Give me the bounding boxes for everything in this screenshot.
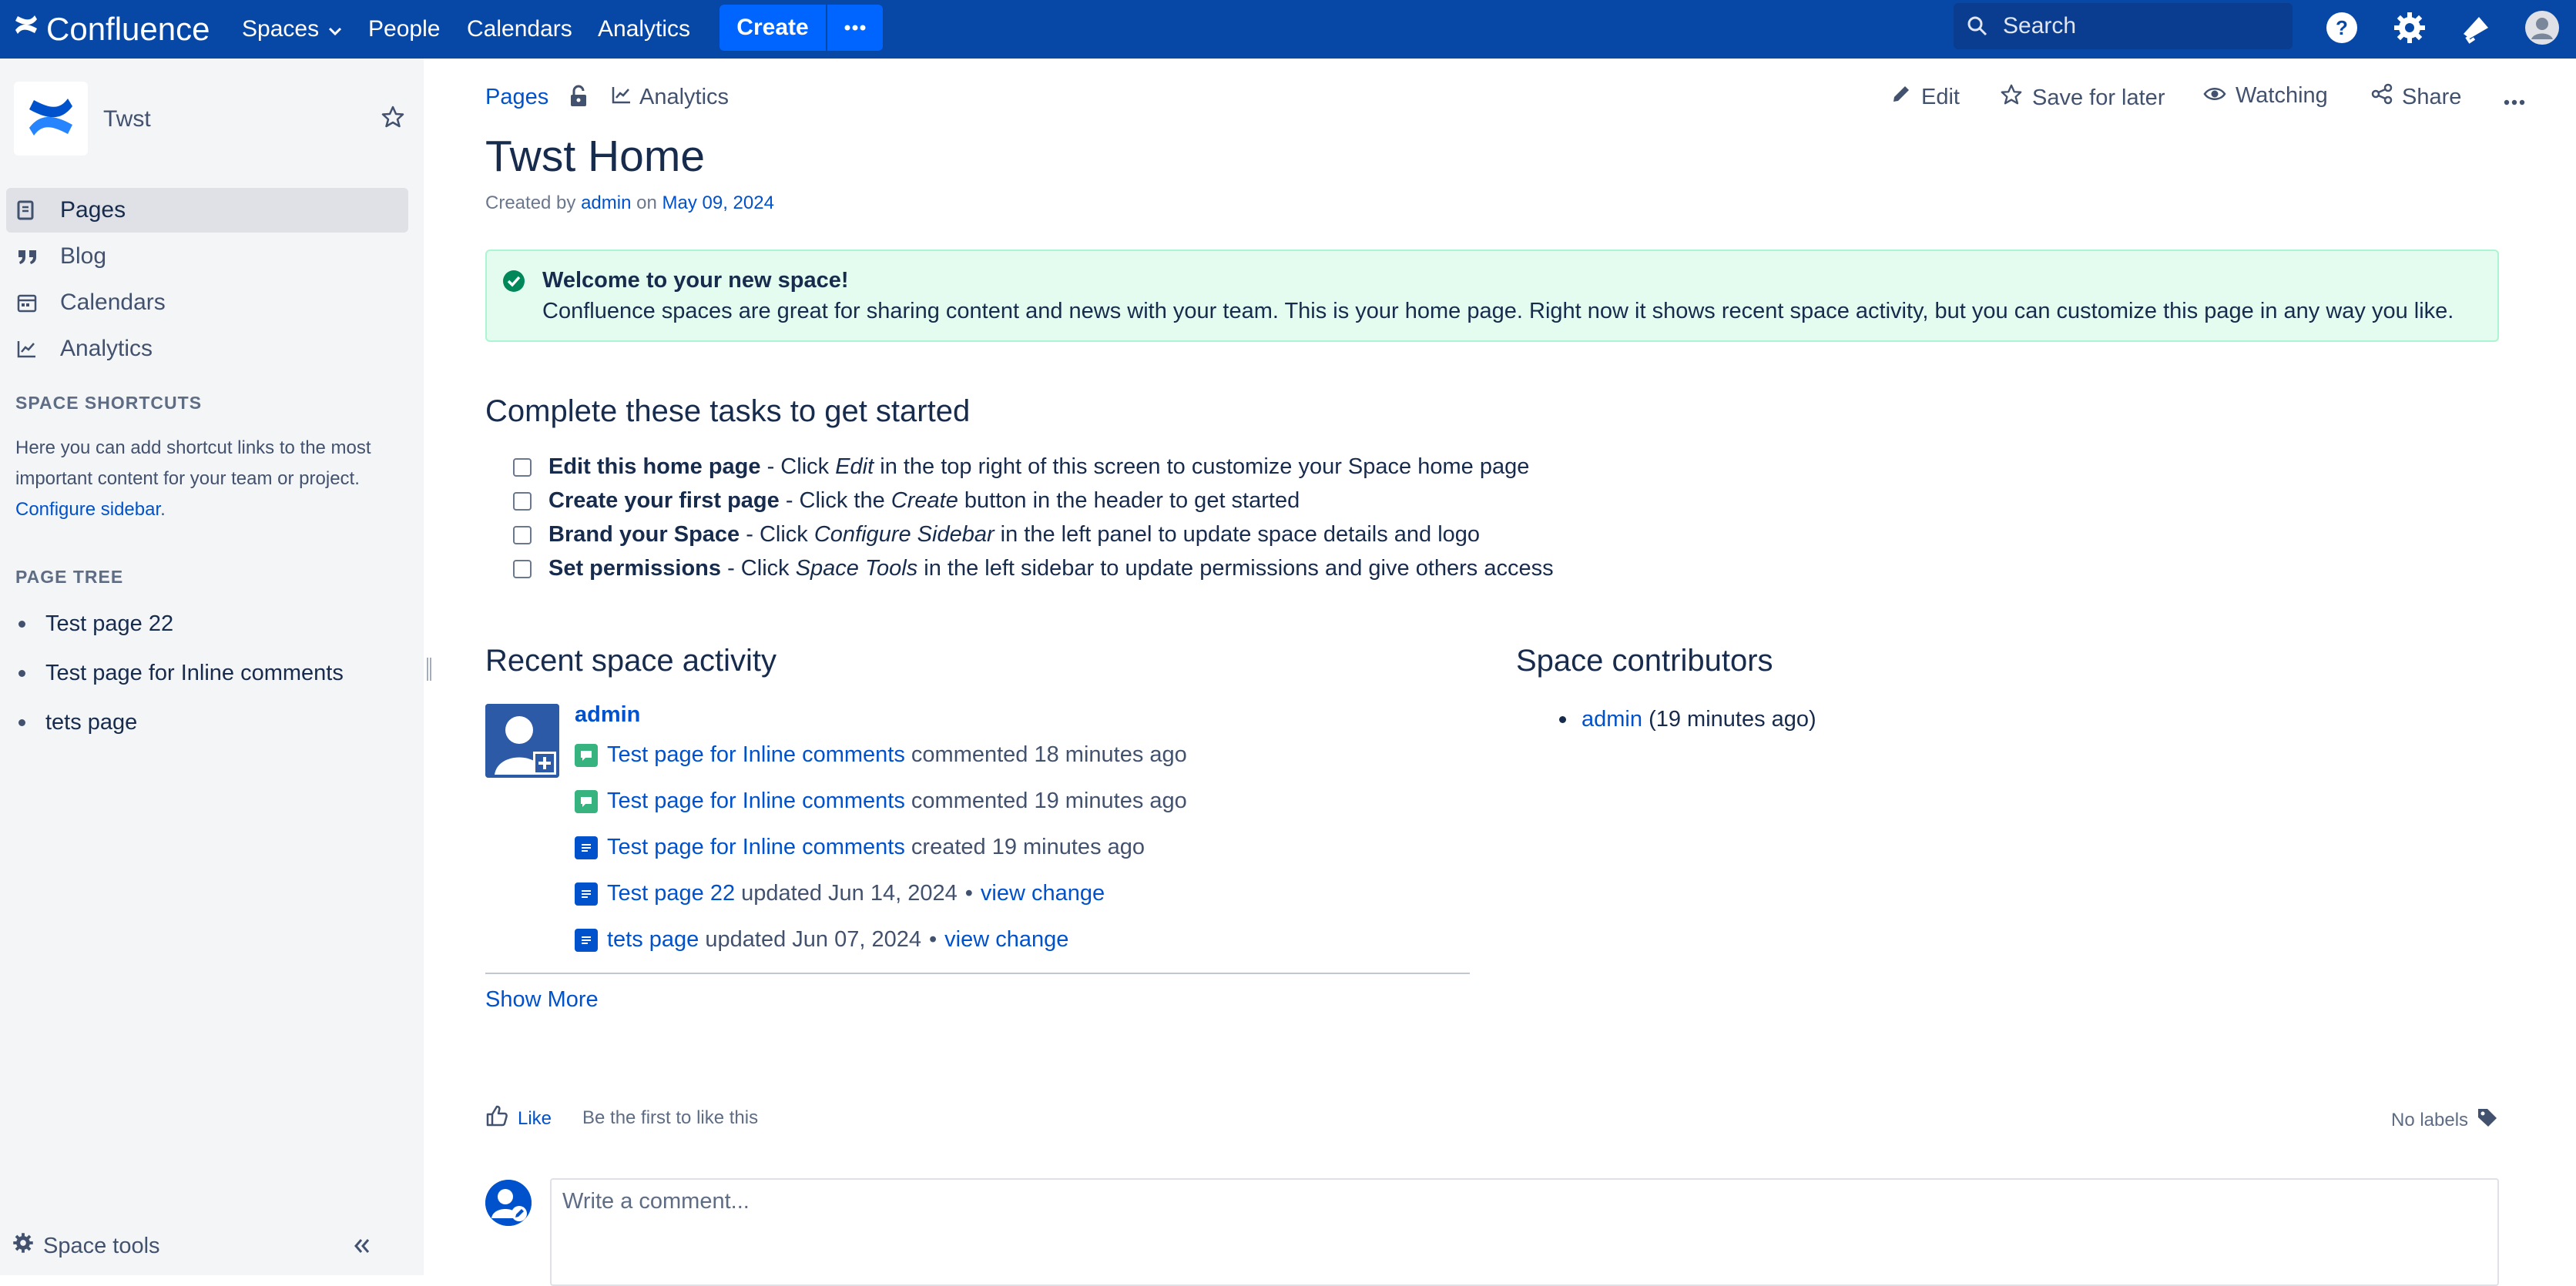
avatar-icon	[2524, 10, 2560, 49]
watching-label: Watching	[2236, 83, 2328, 108]
quote-icon	[17, 247, 46, 266]
task-emphasis: Edit	[835, 454, 874, 479]
gear-icon	[2393, 11, 2427, 49]
task-text: - Click	[721, 556, 796, 581]
task-emphasis: Create	[891, 488, 958, 513]
share-label: Share	[2402, 84, 2462, 109]
like-label: Like	[518, 1107, 552, 1129]
task-text: in the left sidebar to update permissions and give others access	[917, 556, 1554, 581]
space-tools-button[interactable]	[12, 1232, 160, 1260]
activity-item	[575, 742, 1187, 768]
breadcrumb-pages[interactable]: Pages	[485, 85, 549, 109]
task-title: Brand your Space	[548, 522, 740, 547]
task-title: Set permissions	[548, 556, 722, 581]
megaphone-icon	[2459, 11, 2493, 49]
search-box[interactable]	[1954, 3, 2293, 49]
sidebar-item-label: Calendars	[60, 290, 166, 315]
chevron-down-icon	[328, 0, 342, 59]
task-text: button in the header to get started	[958, 488, 1300, 513]
task-text: - Click the	[779, 488, 891, 513]
activity-page-link[interactable]: Test page for Inline comments	[607, 789, 905, 813]
shortcuts-period: .	[160, 499, 166, 520]
activity-item	[575, 927, 1068, 953]
like-button[interactable]	[485, 1104, 552, 1133]
activity-text: updated Jun 14, 2024	[741, 881, 958, 906]
avatar	[485, 1180, 532, 1226]
task-item	[513, 556, 1554, 581]
welcome-title: Welcome to your new space!	[542, 268, 849, 293]
task-item	[513, 522, 1480, 548]
sidebar-item-analytics[interactable]	[6, 327, 408, 371]
activity-item	[575, 835, 1145, 860]
confluence-logo[interactable]	[14, 0, 210, 59]
bullet	[18, 621, 25, 628]
activity-page-link[interactable]: Test page for Inline comments	[607, 835, 905, 859]
share-icon	[2371, 83, 2393, 111]
page-tree-item[interactable]	[15, 661, 344, 686]
restrictions-button[interactable]	[569, 85, 589, 112]
activity-text: commented 18 minutes ago	[911, 742, 1187, 767]
task-text: - Click	[740, 522, 814, 547]
page-icon	[575, 836, 598, 859]
tag-icon	[2476, 1106, 2499, 1134]
space-shortcuts-text	[15, 433, 401, 525]
tasks-heading: Complete these tasks to get started	[485, 394, 971, 428]
double-chevron-left-icon	[351, 1245, 373, 1258]
sidebar-item-label: Analytics	[60, 336, 153, 361]
space-name[interactable]: Twst	[103, 106, 151, 132]
page-icon	[575, 929, 598, 952]
byline-date-link[interactable]: May 09, 2024	[662, 193, 774, 213]
task-checkbox[interactable]	[513, 560, 532, 578]
sidebar-item-label: Blog	[60, 243, 107, 269]
spaces-menu[interactable]	[242, 0, 342, 59]
create-button[interactable]: Create	[719, 5, 826, 51]
confluence-logo-icon	[14, 0, 39, 59]
svg-text:?: ?	[2336, 15, 2348, 39]
edit-button[interactable]	[1890, 83, 1960, 111]
view-change-link[interactable]: view change	[980, 881, 1105, 906]
separator: •	[928, 927, 937, 952]
space-shortcuts-heading: SPACE SHORTCUTS	[15, 393, 203, 413]
activity-text: commented 19 minutes ago	[911, 789, 1187, 813]
task-title: Create your first page	[548, 488, 780, 513]
divider	[485, 973, 1470, 974]
edit-label: Edit	[1921, 84, 1960, 109]
show-more-link[interactable]: Show More	[485, 987, 599, 1012]
page-title: Twst Home	[485, 132, 706, 181]
configure-sidebar-link[interactable]: Configure sidebar	[15, 499, 161, 520]
task-checkbox[interactable]	[513, 458, 532, 477]
eye-icon	[2203, 83, 2226, 109]
search-input[interactable]	[2001, 12, 2266, 40]
activity-text: created 19 minutes ago	[911, 835, 1145, 859]
help-button[interactable]	[2320, 8, 2363, 51]
task-checkbox[interactable]	[513, 526, 532, 544]
page-analytics-label: Analytics	[639, 85, 730, 109]
view-change-link[interactable]: view change	[944, 927, 1069, 952]
share-button[interactable]	[2371, 83, 2461, 111]
task-text: in the left panel to update space details and logo	[994, 522, 1481, 547]
chart-icon	[612, 85, 632, 110]
page-tree-heading: PAGE TREE	[15, 567, 124, 587]
welcome-panel	[485, 249, 2499, 342]
labels-text: No labels	[2391, 1109, 2469, 1130]
confluence-logo-text: Confluence	[46, 11, 210, 47]
page-tree-item[interactable]	[15, 710, 137, 735]
task-title: Edit this home page	[548, 454, 761, 479]
profile-button[interactable]	[2521, 8, 2564, 51]
notifications-button[interactable]	[2454, 8, 2497, 51]
task-checkbox[interactable]	[513, 492, 532, 511]
comment-icon	[575, 790, 598, 813]
space-sidebar	[0, 59, 424, 1275]
avatar[interactable]	[485, 704, 559, 778]
settings-button[interactable]	[2388, 8, 2431, 51]
save-for-later-label: Save for later	[2032, 85, 2165, 110]
space-contributors-heading: Space contributors	[1516, 644, 1773, 678]
task-emphasis: Space Tools	[795, 556, 918, 581]
space-tools-label: Space tools	[43, 1233, 160, 1258]
calendars-menu[interactable]: Calendars	[467, 16, 572, 42]
like-message: Be the first to like this	[582, 1107, 759, 1128]
check-circle-icon	[502, 270, 525, 296]
byline-author-link[interactable]: admin	[581, 193, 632, 213]
calendar-icon	[17, 293, 46, 313]
activity-page-link[interactable]: tets page	[607, 927, 699, 952]
activity-page-link[interactable]: Test page 22	[607, 881, 736, 906]
people-menu[interactable]: People	[368, 16, 441, 42]
separator: •	[964, 881, 973, 906]
star-space-button[interactable]	[381, 105, 405, 133]
recent-activity-heading: Recent space activity	[485, 644, 776, 678]
welcome-body: Confluence spaces are great for sharing content and news with your team. This is your home page. Right now it shows recent space activity, but you can customize this page in any way you like.	[542, 299, 2454, 323]
star-icon	[381, 119, 405, 132]
space-logo-icon	[25, 94, 76, 144]
sidebar-item-blog[interactable]	[6, 234, 408, 279]
create-more-button[interactable]	[827, 5, 883, 51]
page-icon	[575, 882, 598, 906]
page-byline	[485, 193, 774, 214]
watching-button[interactable]	[2203, 83, 2328, 109]
page-tree-item[interactable]	[15, 611, 173, 637]
more-actions-button[interactable]	[2504, 86, 2525, 112]
save-for-later-button[interactable]	[2000, 83, 2165, 112]
bullet	[1559, 716, 1566, 723]
top-navigation-bar	[0, 0, 2576, 59]
sidebar-item-pages[interactable]	[6, 188, 408, 233]
chart-icon	[17, 340, 46, 358]
sidebar-item-calendars[interactable]	[6, 280, 408, 325]
sidebar-resize-handle[interactable]	[425, 656, 433, 682]
page-tree-item-label: tets page	[45, 710, 138, 735]
bullet	[18, 719, 25, 726]
comment-input[interactable]: Write a comment...	[550, 1178, 2499, 1286]
sidebar-item-label: Pages	[60, 197, 126, 223]
activity-page-link[interactable]: Test page for Inline comments	[607, 742, 905, 767]
byline-on: on	[636, 193, 657, 213]
page-analytics-link[interactable]	[612, 85, 729, 110]
bullet	[18, 670, 25, 677]
unlock-icon	[569, 98, 589, 111]
task-emphasis: Configure Sidebar	[813, 522, 995, 547]
spaces-menu-label: Spaces	[242, 16, 320, 42]
pencil-icon	[1890, 83, 1912, 111]
contributor-link[interactable]: admin	[1581, 707, 1642, 732]
page-tree-item-label: Test page 22	[45, 611, 174, 636]
task-text: in the top right of this screen to customize your Space home page	[874, 454, 1530, 479]
collapse-sidebar-button[interactable]	[351, 1237, 373, 1259]
task-item	[513, 488, 1300, 514]
comment-icon	[575, 744, 598, 767]
help-icon	[2326, 12, 2358, 48]
shortcuts-description: Here you can add shortcut links to the most important content for your team or project.	[15, 437, 371, 489]
contributor-time: (19 minutes ago)	[1649, 707, 1816, 732]
space-logo[interactable]	[14, 82, 88, 156]
activity-item	[575, 881, 1105, 906]
more-horizontal-icon	[844, 21, 866, 35]
star-icon	[2000, 83, 2023, 112]
more-horizontal-icon	[2504, 86, 2525, 112]
search-icon	[1966, 15, 1989, 38]
activity-item	[575, 789, 1187, 814]
labels-button[interactable]	[2391, 1106, 2499, 1134]
byline-prefix: Created by	[485, 193, 576, 213]
analytics-menu[interactable]: Analytics	[598, 16, 691, 42]
contributor-item	[1559, 707, 1816, 732]
gear-icon	[12, 1232, 34, 1260]
thumbs-up-icon	[485, 1104, 508, 1133]
page-tree-item-label: Test page for Inline comments	[45, 661, 344, 685]
task-item	[513, 454, 1529, 480]
activity-text: updated Jun 07, 2024	[705, 927, 921, 952]
activity-user-link[interactable]: admin	[575, 702, 641, 727]
task-text: - Click	[760, 454, 836, 479]
page-icon	[17, 200, 46, 220]
